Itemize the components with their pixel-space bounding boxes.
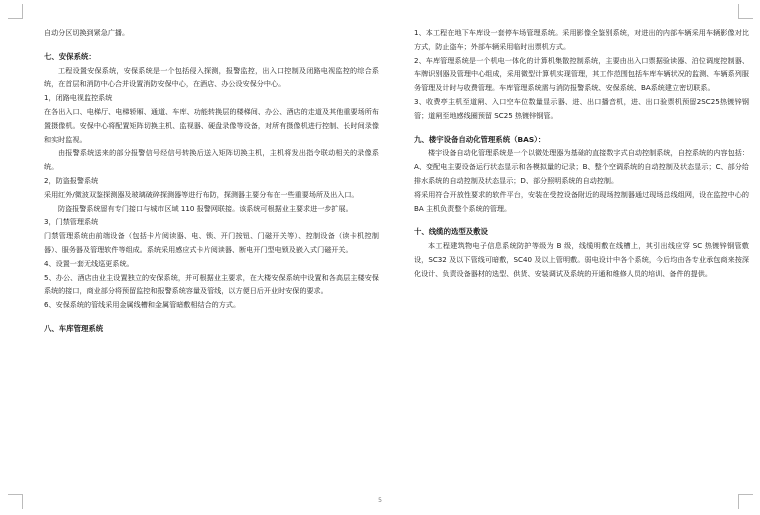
subheading: 3，门禁管理系统 xyxy=(44,217,99,227)
subheading: 1，闭路电视监控系统 xyxy=(44,93,113,103)
paragraph: 由报警系统送来的部分报警信号经信号转换后送入矩阵切换主机，主机将发出指令联动相关的录像系统。 xyxy=(44,148,379,172)
left-column xyxy=(44,26,379,336)
list-item: 5、办公、酒店由业主设置独立的安保系统，并可根据业主要求，在大楼安保系统中设置和各高层主楼安保系统的接口，商业部分将预留监控和报警系统容量及管线，以方便日后开业时安保的要求。 xyxy=(44,272,379,296)
section-heading-cabling: 十、线缆的选型及敷设 xyxy=(414,227,488,237)
crop-mark-top-left xyxy=(8,4,23,19)
paragraph: 自动分区切换到紧急广播。 xyxy=(44,28,130,37)
subheading: 2，防盗报警系统 xyxy=(44,175,99,185)
section-heading-bas: 九、楼宇设备自动化管理系统（BAS）： xyxy=(414,134,546,144)
list-item: 3、收费亭主机至道闸、入口空车位数量显示器、进、出口播音机，进、出口验票机预留2SC25热镀锌钢管；道闸至地感线圈预留 SC25 热镀锌钢管。 xyxy=(414,96,749,120)
list-item: 6、安保系统的管线采用金属线槽和金属管暗敷相结合的方式。 xyxy=(44,300,241,310)
paragraph: 在各出入口、电梯厅、电梯轿厢、通道、车库、功能转换层的楼梯间、办公、酒店的走道及其他重要场所布置摄像机。安保中心将配置矩阵切换主机、监视器、硬盘录像等设备，对所有摄像机进行控制、长时间录像和实时监视。 xyxy=(44,106,379,144)
list-item: 1、本工程在地下车库设一套停车场管理系统。采用影像全鉴别系统，对进出的内部车辆采用车辆影像对比方式，防止盗车；外部车辆采用临时出票机方式。 xyxy=(414,28,749,51)
paragraph: 防盗报警系统留有专门接口与城市区域 110 报警网联接。该系统可根据业主要求进一步扩展。 xyxy=(58,203,353,213)
page-number: 5 xyxy=(378,497,382,504)
paragraph: 工程设置安保系统，安保系统是一个包括侵入探测，报警监控，出入口控制及闭路电视监控的综合系统，在首层和消防中心合并设置消防安保中心，在酒店、办公设安保分中心。 xyxy=(44,65,379,89)
list-item: 2、车库管理系统是一个机电一体化的计算机集散控制系统，主要由出入口票据验读器、泊位调度控制器、车牌识别器及管理中心组成，采用微型计算机实现管理，其工作范围包括车库车辆状况的监测、车辆系列服务管理及计时与收费管理。车库管理系统需与消防报警系统、安保系统、BA系统建立密切联系。 xyxy=(414,55,749,93)
paragraph: 本工程建筑物电子信息系统防护等级为 B 级，线缆明敷在线槽上，其引出线应穿 SC 热镀锌钢管敷设，SC32 及以下管线可暗敷，SC40 及以上管明敷。弱电设计中各个系统，今后均由各专业承包商来按深化设计、负责设备器材的选型、供货、安装调试及系统的开通和维修人员的培训、备件的提供。 xyxy=(414,241,749,278)
right-column xyxy=(414,26,749,281)
paragraph: 门禁管理系统由前端设备（包括卡片阅读器、电、锁、开门按钮、门磁开关等）、控制设备（读卡机控制器）、服务器及管理软件等组成。系统采用感应式卡片阅读器、断电开门型电锁及嵌入式门磁开关。 xyxy=(44,231,379,254)
section-heading-security: 七、安保系统： xyxy=(44,51,96,61)
paragraph: 楼宇设备自动化管理系统是一个以微处理器为基础的直接数字式自动控制系统，自控系统的内容包括：A、变配电主要设备运行状态显示和各模拟量的记录；B、整个空调系统的自动控制及状态显示；C、部分给排水系统的自动控制及状态显示；D、部分照明系统的自动控制。 xyxy=(414,148,749,185)
list-item: 4、设置一套无线巡更系统。 xyxy=(44,258,134,268)
crop-mark-top-right xyxy=(738,4,753,19)
paragraph: 将采用符合开放性要求的软件平台，安装在受控设备附近的现场控制器通过现场总线组网，设在监控中心的 BA 主机负责整个系统的管理。 xyxy=(414,189,749,213)
section-heading-garage: 八、车库管理系统 xyxy=(44,323,104,333)
paragraph: 采用红外/微波双鉴探测器及玻璃破碎探测器等进行布防，探测器主要分布在一些重要场所及出入口。 xyxy=(44,189,359,199)
